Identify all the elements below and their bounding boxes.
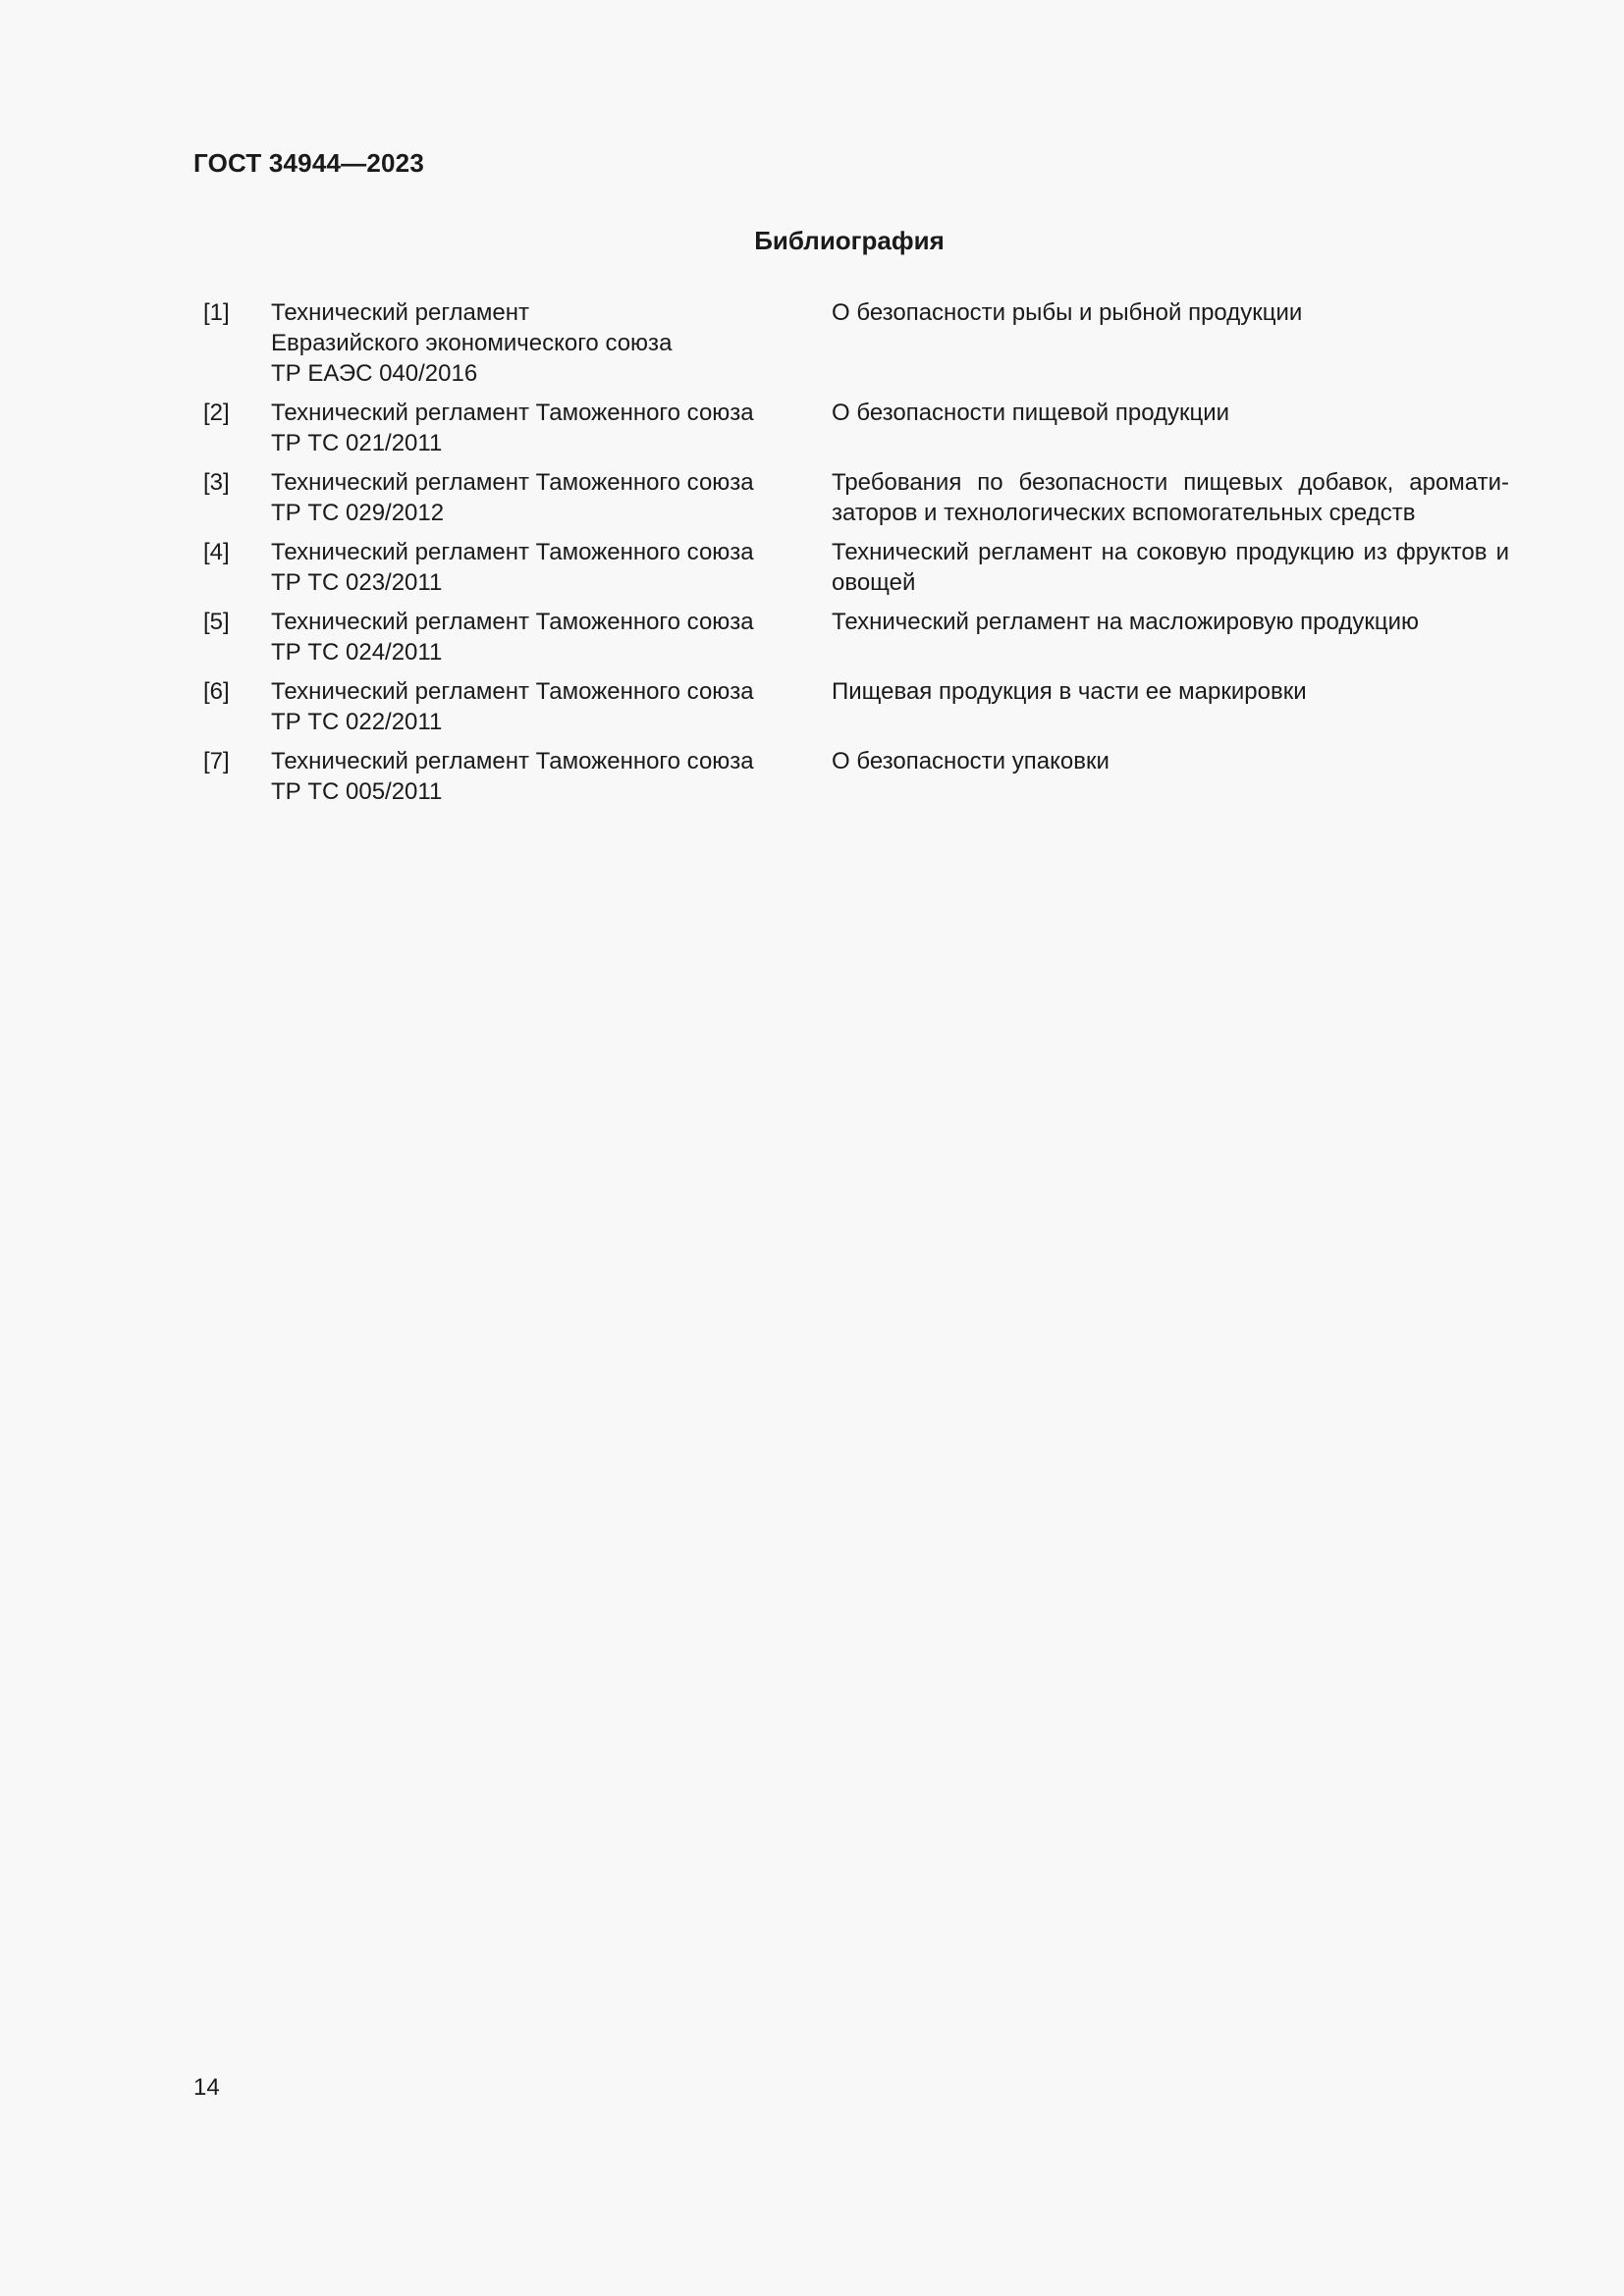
bibliography-entry: [203, 607, 1509, 667]
entry-title: Требования по безопасности пищевых добавок, аромати-заторов и технологических вспомогательных средств: [832, 469, 1509, 526]
entry-source: [271, 467, 832, 528]
bibliography-entry: [203, 537, 1509, 598]
entry-source: [271, 398, 832, 458]
entry-source-line: Технический регламент Таможенного союза: [271, 469, 754, 496]
entry-source-line: ТР ТС 024/2011: [271, 639, 443, 666]
entry-source-line: Технический регламент Таможенного союза: [271, 400, 754, 426]
bibliography-entry: [203, 398, 1509, 458]
entry-number: [2]: [203, 400, 230, 426]
entry-title: О безопасности упаковки: [832, 748, 1110, 774]
page-number: 14: [193, 2074, 220, 2101]
entry-number: [4]: [203, 539, 230, 565]
entry-source-line: ТР ТС 005/2011: [271, 778, 443, 805]
entry-source-line: ТР ТС 021/2011: [271, 430, 443, 456]
entry-source: [271, 676, 832, 737]
entry-title: О безопасности пищевой продукции: [832, 400, 1230, 426]
entry-source: [271, 746, 832, 807]
entry-number: [3]: [203, 469, 230, 496]
entry-title: О безопасности рыбы и рыбной продукции: [832, 299, 1303, 326]
entry-source-line: ТР ТС 029/2012: [271, 500, 445, 526]
entry-source-line: ТР ТС 023/2011: [271, 569, 443, 596]
entry-title: Технический регламент на масложировую продукцию: [832, 609, 1419, 635]
bibliography-entry: [203, 676, 1509, 737]
entry-source-line: Евразийского экономического союза: [271, 330, 673, 356]
entry-source: [271, 537, 832, 598]
entry-source-line: ТР ЕАЭС 040/2016: [271, 360, 478, 387]
entry-source-line: Технический регламент Таможенного союза: [271, 748, 754, 774]
entry-title: Технический регламент на соковую продукцию из фруктов и овощей: [832, 539, 1509, 596]
entry-source-line: Технический регламент Таможенного союза: [271, 678, 754, 705]
entry-source: [271, 297, 832, 389]
entry-title: Пищевая продукция в части ее маркировки: [832, 678, 1307, 705]
entry-source: [271, 607, 832, 667]
bibliography-entry: [203, 746, 1509, 807]
bibliography-list: [203, 297, 1509, 816]
entry-source-line: Технический регламент: [271, 299, 529, 326]
entry-number: [5]: [203, 609, 230, 635]
entry-source-line: ТР ТС 022/2011: [271, 709, 443, 735]
entry-number: [7]: [203, 748, 230, 774]
entry-source-line: Технический регламент Таможенного союза: [271, 609, 754, 635]
entry-number: [1]: [203, 299, 230, 326]
section-title: Библиография: [754, 226, 945, 255]
bibliography-entry: [203, 297, 1509, 389]
entry-source-line: Технический регламент Таможенного союза: [271, 539, 754, 565]
document-code-header: ГОСТ 34944—2023: [193, 148, 424, 178]
entry-number: [6]: [203, 678, 230, 705]
bibliography-entry: [203, 467, 1509, 528]
